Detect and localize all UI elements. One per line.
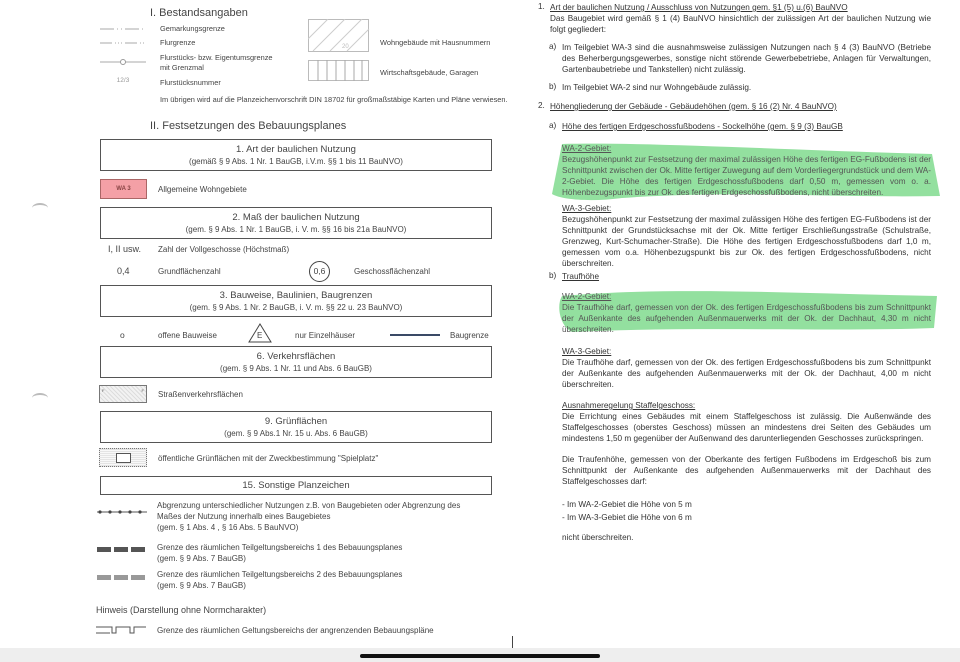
text-line: Grenze des räumlichen Teilgeltungsbereichs 1 des Bebauungsplanes [157, 543, 403, 552]
box-bauweise [100, 285, 492, 317]
item-number: 2. [538, 101, 545, 110]
item-letter: a) [549, 121, 557, 130]
single-house-symbol: E [257, 331, 263, 340]
box-title: 9. Grünflächen [264, 416, 328, 427]
boundary-1-symbol [97, 547, 147, 552]
street-mark: F [141, 388, 144, 393]
dotted-boundary-symbol [97, 508, 147, 516]
legend-wohngebaeude: Wohngebäude mit Hausnummern [380, 38, 491, 47]
boundary-2-symbol [97, 575, 147, 580]
box-title: 2. Maß der baulichen Nutzung [232, 212, 360, 223]
legend-gemarkungsgrenze: Gemarkungsgrenze [160, 24, 225, 33]
box-subtitle: (gem. § 9 Abs. 1 Nr. 2 BauGB, i. V. m. §§ 22 u. 23 BauNVO) [189, 303, 403, 312]
legend-flurstuecksgrenze-2: mit Grenzmal [160, 63, 204, 72]
box-title: 6. Verkehrsflächen [256, 351, 336, 362]
list-item: - Im WA-2-Gebiet die Höhe von 5 m [562, 500, 692, 509]
legend-vollgeschosse: Zahl der Vollgeschosse (Höchstmaß) [158, 245, 290, 254]
baugrenze-line [390, 334, 440, 336]
street-mark: F [102, 388, 105, 393]
height-list [562, 498, 931, 524]
exception-text: Die Errichtung eines Gebäudes mit einem Staffelgeschoss ist zulässig. Die Außenwände des Staffelgeschosses (oberstes Geschoss) müssen an mindestens drei Seiten des Gebäudes um mindestens 1,50 m gegenüber der Außenwand des darunterliegenden Geschosses zurückspringen. [562, 412, 931, 443]
punch-hole-mark [32, 203, 48, 213]
legend-flurstuecksgrenze: Flurstücks- bzw. Eigentumsgrenze [160, 53, 273, 62]
legend-geschossflaechenzahl: Geschossflächenzahl [354, 267, 431, 276]
legend-wohngebiete: Allgemeine Wohngebiete [158, 185, 247, 194]
text-line: (gem. § 9 Abs. 7 BauGB) [157, 581, 246, 590]
section-2b-wa3 [562, 346, 931, 390]
storeys-symbol: I, II usw. [108, 244, 142, 254]
punch-hole-mark [32, 393, 48, 403]
home-indicator[interactable] [360, 654, 600, 658]
street-area-symbol [99, 385, 147, 403]
section-exception [562, 400, 931, 444]
legend-flurstuecksnummer: Flurstücksnummer [160, 78, 221, 87]
wa2-text: Bezugshöhenpunkt zur Festsetzung der maximal zulässigen Höhe des fertigen EG-Fußbodens ist der Schnittpunkt zwischen der Ok. Mitte fertiger Zuwegung auf dem Vorderliegergrundstück und dem WA-2-Gebiet. Die Höhe des fertigen Erdgeschossfußbodens darf 0,50 m, gemessen vom o. a. Höhenbezugspunkt bis zur Ok. des fertigen Erdgeschossfußbodens, nicht überschreiten. [562, 155, 931, 197]
legend-grundflaechenzahl: Grundflächenzahl [158, 267, 221, 276]
legend-flurgrenze: Flurgrenze [160, 38, 196, 47]
section-2a-wa2 [562, 143, 931, 198]
garage-building-icon [308, 60, 370, 82]
section-1-intro: Das Baugebiet wird gemäß § 1 (4) BauNVO hinsichtlich der zulässigen Art der baulichen Nutzung wie folgt gegliedert: [550, 14, 931, 34]
box-subtitle: (gem. § 9 Abs.1 Nr. 15 u. Abs. 6 BauGB) [224, 429, 368, 438]
text-line: Maßes der Nutzung innerhalb eines Baugebietes [157, 512, 331, 521]
section-title-bestand: I. Bestandsangaben [150, 7, 248, 19]
page-divider [512, 636, 513, 648]
box-art-nutzung [100, 139, 492, 171]
grz-symbol: 0,4 [117, 266, 130, 276]
box-subtitle: (gem. § 9 Abs. 1 Nr. 11 und Abs. 6 BauGB) [220, 364, 372, 373]
legend-einzelhaeuser: nur Einzelhäuser [295, 331, 356, 340]
legend-strassenverkehrsflaechen: Straßenverkehrsflächen [158, 390, 243, 399]
exception-heading: Ausnahmeregelung Staffelgeschoss: [562, 401, 696, 410]
section-2a-heading: Höhe des fertigen Erdgeschossfußbodens - Sockelhöhe (gem. § 9 (3) BauGB [562, 122, 843, 131]
wa3-heading: WA-3-Gebiet: [562, 204, 612, 213]
text-line: (gem. § 1 Abs. 4 , § 16 Abs. 5 BauNVO) [157, 523, 299, 532]
parcel-number-symbol: 12/3 [116, 77, 130, 84]
box-title: 3. Bauweise, Baulinien, Baugrenzen [219, 290, 373, 301]
wa3-text: Bezugshöhenpunkt zur Festsetzung der maximal zulässigen Höhe des fertigen EG-Fußbodens ist der Schnittpunkt der Grundstücksachse mit der Ok. Mitte fertiger Erschließungsstraße (Schulstraße, Grenzweg, Kurt-Schumacher-Straße). Die Höhe des fertigen Erdgeschossfußbodens darf 1,0 m, gemessen vom o.a. Höhenbezugspunkt bis zur Ok. des fertigen Erdgeschossfußbodens, nicht überschreiten. [562, 215, 931, 268]
box-title: 15. Sonstige Planzeichen [242, 480, 350, 491]
legend-spielplatz: öffentliche Grünflächen mit der Zweckbestimmung "Spielplatz" [158, 454, 379, 463]
section-2b-wa2 [562, 291, 931, 335]
legend-baugrenze: Baugrenze [450, 331, 489, 340]
item-letter: b) [549, 82, 557, 91]
text-line: (gem. § 9 Abs. 7 BauGB) [157, 554, 246, 563]
item-letter: a) [549, 42, 557, 51]
eaves-text: Die Traufenhöhe, gemessen von der Oberkante des fertigen Fußbodens im Erdgeschoß bis zum Schnittpunkt der Außenkante des aufgehenden Außenmauerwerks mit der Dachhaut des Staffelgeschosses darf: [562, 455, 931, 486]
box-title: 1. Art der baulichen Nutzung [236, 144, 356, 155]
din-note: Im übrigen wird auf die Planzeichenvorschrift DIN 18702 für großmaßstäbige Karten und Pläne verwiesen. [160, 95, 508, 104]
wa3-heading: WA-3-Gebiet: [562, 347, 612, 356]
house-number: 20 [342, 44, 349, 50]
item-letter: b) [549, 271, 557, 280]
closing-text: nicht überschreiten. [562, 533, 634, 542]
legend-teilgeltungsbereich-2 [157, 569, 402, 591]
section-2-heading: Höhengliederung der Gebäude - Gebäudehöhen (gem. § 16 (2) Nr. 4 BauNVO) [550, 102, 837, 111]
item-number: 1. [538, 2, 545, 11]
text-line: Abgrenzung unterschiedlicher Nutzungen z.B. von Baugebieten oder Abgrenzung des [157, 501, 461, 510]
box-subtitle: (gemäß § 9 Abs. 1 Nr. 1 BauGB, i.V.m. §§ 1 bis 11 BauNVO) [189, 157, 403, 166]
section-title-festsetzungen: II. Festsetzungen des Bebauungsplanes [150, 120, 347, 132]
section-1b: Im Teilgebiet WA-2 sind nur Wohngebäude zulässig. [562, 83, 752, 92]
open-building-symbol: o [120, 330, 125, 340]
box-subtitle: (gem. § 9 Abs. 1 Nr. 1 BauGB, i. V. m. §§ 16 bis 21a BauNVO) [185, 225, 407, 234]
wa2-heading: WA-2-Gebiet: [562, 292, 612, 301]
boundary-line-symbols [98, 22, 148, 68]
section-1a: Im Teilgebiet WA-3 sind die ausnahmsweise zulässigen Nutzungen nach § 4 (3) BauNVO (Betriebe des Beherbergungsgewerbes, sonstige nicht störende Gewerbebetriebe, Anlagen für Verwaltungen, Gartenbaubetriebe und Tankstellen) nicht zulässig. [562, 43, 931, 74]
legend-offene-bauweise: offene Bauweise [158, 331, 218, 340]
section-1 [550, 2, 931, 35]
box-mass-nutzung [100, 207, 492, 239]
section-1-heading: Art der baulichen Nutzung / Ausschluss von Nutzungen gem. §1 (5) u.(6) BauNVO [550, 3, 848, 12]
gfz-circle-symbol: 0,6 [309, 261, 330, 282]
legend-teilgeltungsbereich-1 [157, 542, 402, 564]
section-2b-heading: Traufhöhe [562, 272, 600, 281]
residential-building-hatch-icon [308, 19, 370, 53]
playground-icon [116, 453, 131, 463]
legend-abgrenzung [157, 500, 460, 533]
legend-angrenzende-plaene: Grenze des räumlichen Geltungsbereichs der angrenzenden Bebauungspläne [157, 626, 434, 635]
playground-area-symbol [99, 448, 147, 467]
list-item: - Im WA-3-Gebiet die Höhe von 6 m [562, 513, 692, 522]
box-sonstige [100, 476, 492, 495]
wa3-symbol: WA 3 [100, 179, 147, 199]
box-gruenflaechen [100, 411, 492, 443]
box-verkehrsflaechen [100, 346, 492, 378]
wa2-heading: WA-2-Gebiet: [562, 144, 612, 153]
adjacent-plan-boundary-symbol [96, 626, 148, 634]
wa2-text: Die Traufhöhe darf, gemessen von der Ok. des fertigen Erdgeschossfußbodens bis zum Schnittpunkt der Außenkante des aufgehenden Außenmauerwerks mit der Ok. der Dachhaut, 4,30 m nicht überschreiten. [562, 303, 931, 334]
text-line: Grenze des räumlichen Teilgeltungsbereichs 2 des Bebauungsplanes [157, 570, 403, 579]
hint-title: Hinweis (Darstellung ohne Normcharakter) [96, 605, 267, 615]
wa3-text: Die Traufhöhe darf, gemessen von der Ok. des fertigen Erdgeschossfußbodens bis zum Schnittpunkt der Außenkante des aufgehenden Außenmauerwerks mit der Ok. der Dachhaut, 4,00 m nicht überschreiten. [562, 358, 931, 389]
section-2a-wa3 [562, 203, 931, 269]
legend-wirtschaftsgebaeude: Wirtschaftsgebäude, Garagen [380, 68, 479, 77]
